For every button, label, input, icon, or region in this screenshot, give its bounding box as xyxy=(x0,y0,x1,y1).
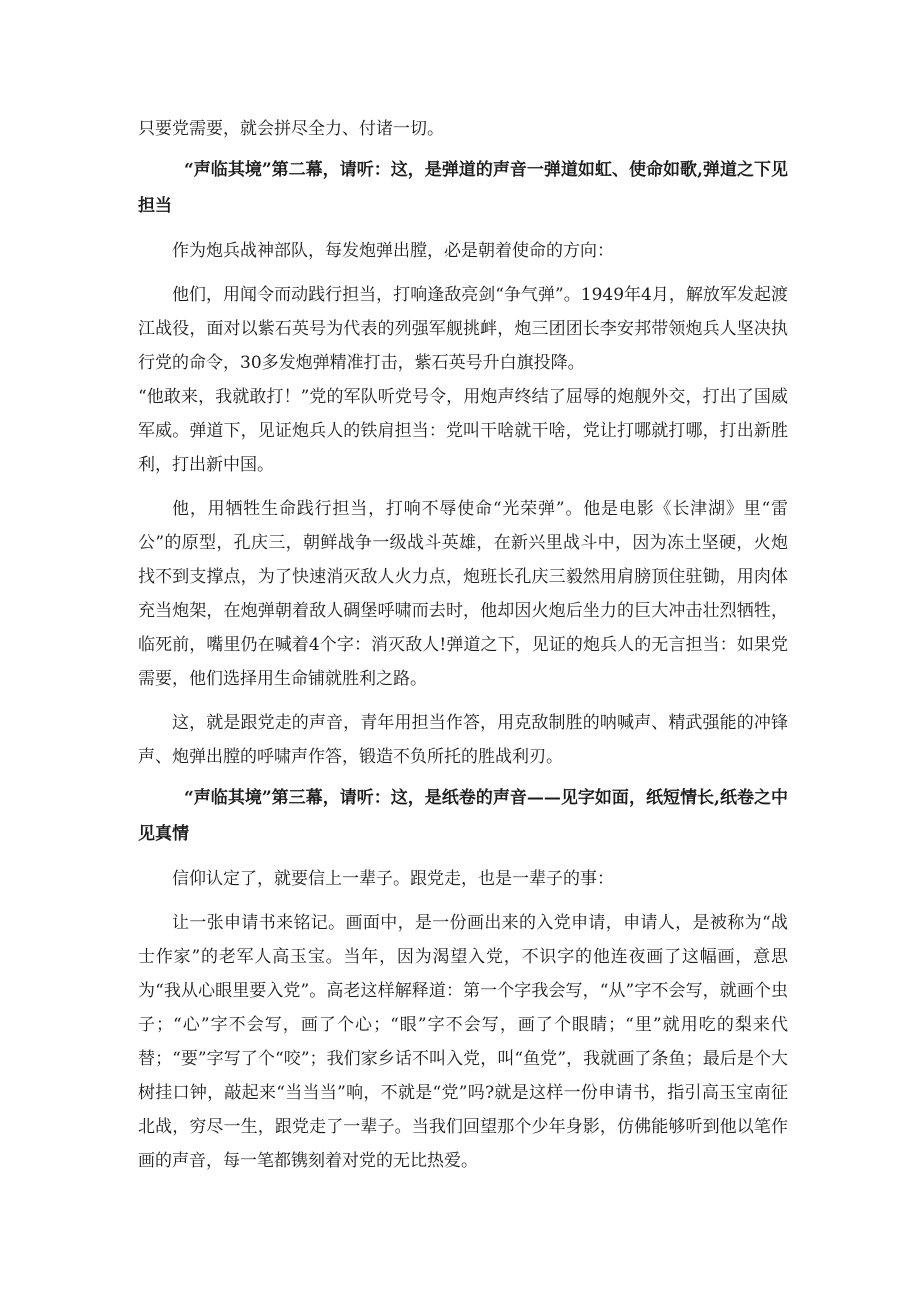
paragraph-crossing-river-campaign: 他们，用闻令而动践行担当，打响逢敌亮剑“争气弹”。1949年4月，解放军发起渡江战役，面对以紫石英号为代表的列强军舰挑衅，炮三团团长李安邦带领炮兵人坚决执行党的命令，30多发炮弹精准打击，紫石英号升白旗投降。 xyxy=(138,285,788,373)
section-heading-act-two: “声临其境”第二幕，请听：这，是弹道的声音一弹道如虹、使命如歌,弹道之下见担当 xyxy=(138,160,788,216)
paragraph-lifelong-faith: 信仰认定了，就要信上一辈子。跟党走，也是一辈子的事： xyxy=(172,869,614,889)
paragraph-youth-answer: 这，就是跟党走的声音，青年用担当作答，用克敌制胜的呐喊声、精武强能的冲锋声、炮弹出膛的呼啸声作答，锻造不负所托的胜战利刃。 xyxy=(138,713,788,767)
document-page xyxy=(138,112,788,1178)
paragraph-quote-dare-to-fight: “他敢来，我就敢打！”党的军队听党号令，用炮声终结了屈辱的炮舰外交，打出了国威军威。弹道下，见证炮兵人的铁肩担当：党叫干啥就干啥，党让打哪就打哪，打出新胜利，打出新中国。 xyxy=(138,387,788,475)
paragraph-closing-line: 只要党需要，就会拼尽全力、付诸一切。 xyxy=(138,119,444,139)
section-heading-act-three: “声临其境”第三幕，请听：这，是纸卷的声音——见字如面，纸短情长,纸卷之中见真情 xyxy=(138,788,788,844)
paragraph-gao-yubao-application: 让一张申请书来铭记。画面中，是一份画出来的入党申请，申请人，是被称为“战士作家”的老军人高玉宝。当年，因为渴望入党，不识字的他连夜画了这幅画，意思为“我从心眼里要入党”。高老这样解释道：第一个字我会写，“从”字不会写，就画个虫子；“心”字不会写，画了个心；“眼”字不会写，画了个眼睛；“里”就用吃的梨来代替；“要”字写了个“咬”；我们家乡话不叫入党，叫“鱼党”，我就画了条鱼；最后是个大树挂口钟，敲起来“当当当”响，不就是“党”吗?就是这样一份申请书，指引高玉宝南征北战，穷尽一生，跟党走了一辈子。当我们回望那个少年身影，仿佛能够听到他以笔作画的声音，每一笔都镌刻着对党的无比热爱。 xyxy=(138,913,788,1171)
paragraph-kong-qingsan: 他，用牺牲生命践行担当，打响不辱使命“光荣弹”。他是电影《长津湖》里“雷公”的原型，孔庆三，朝鲜战争一级战斗英雄，在新兴里战斗中，因为冻土坚硬，火炮找不到支撑点，为了快速消灭敌人火力点，炮班长孔庆三毅然用肩膀顶住驻锄，用肉体充当炮架，在炮弹朝着敌人碉堡呼啸而去时，他却因火炮后坐力的巨大冲击壮烈牺牲，临死前，嘴里仍在喊着4个字：消灭敌人!弹道之下，见证的炮兵人的无言担当：如果党需要，他们选择用生命铺就胜利之路。 xyxy=(138,499,788,689)
paragraph-intro-artillery: 作为炮兵战神部队，每发炮弹出膛，必是朝着使命的方向： xyxy=(172,241,614,261)
